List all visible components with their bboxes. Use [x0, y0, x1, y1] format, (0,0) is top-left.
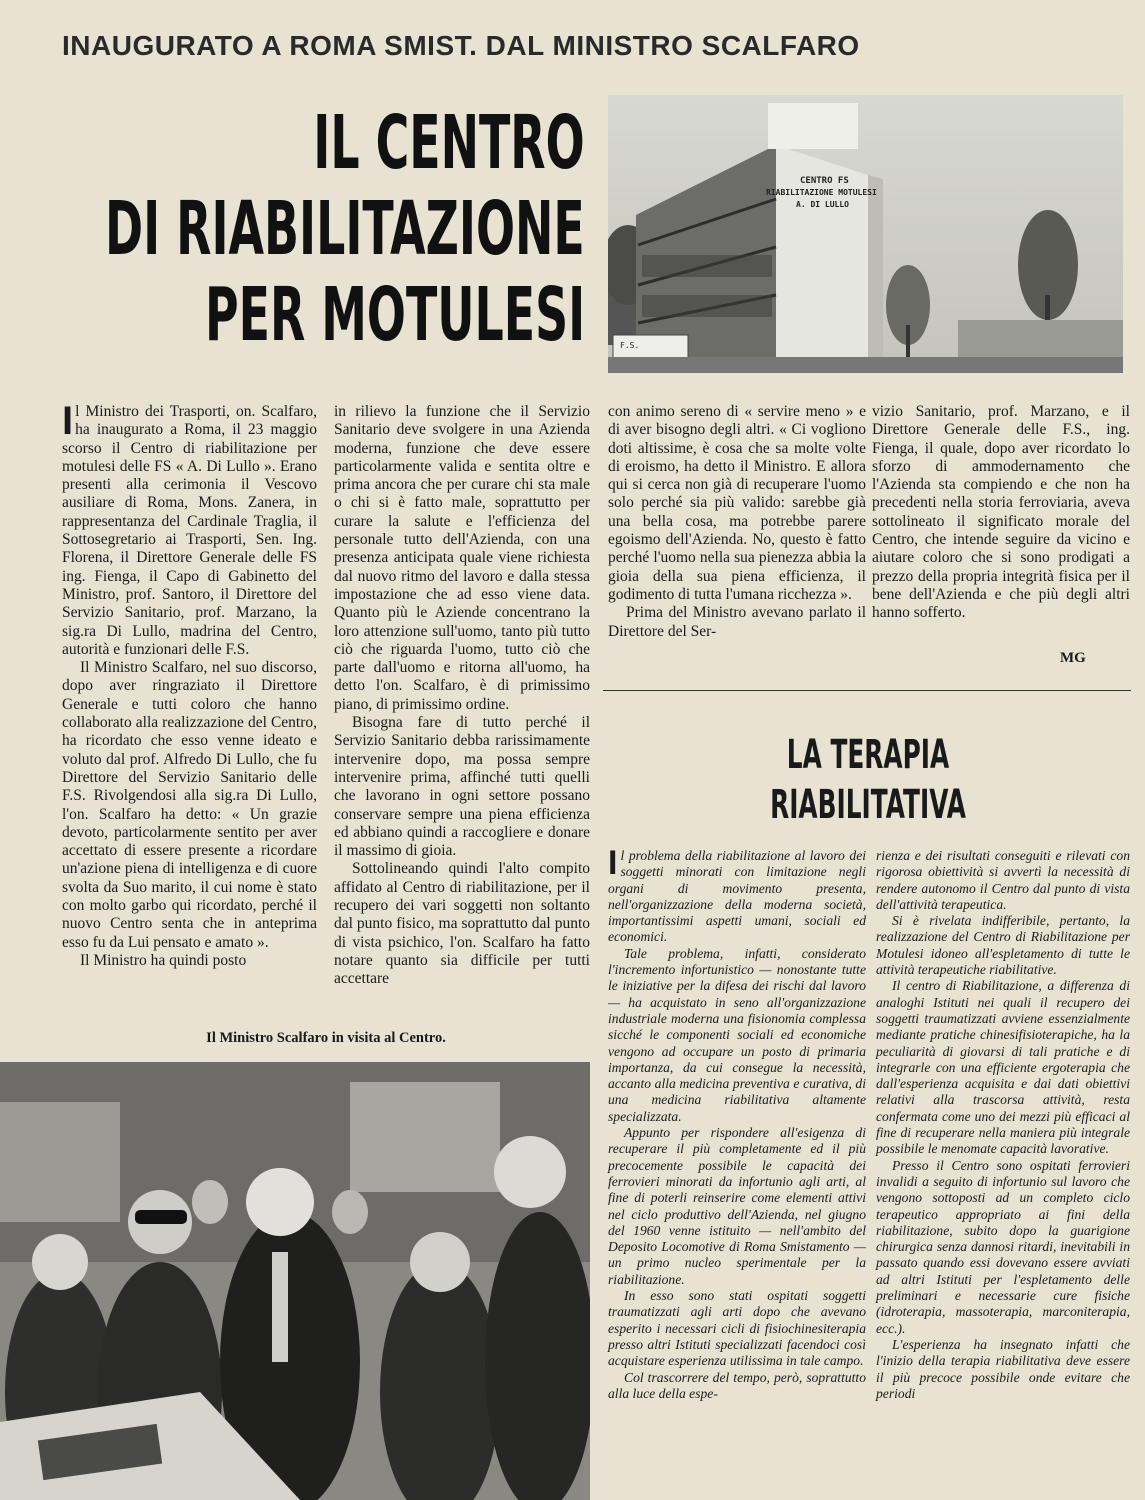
building-sign-line-3: A. DI LULLO — [796, 200, 849, 209]
article-column-2 — [334, 403, 590, 989]
article-column-4 — [872, 403, 1130, 623]
building-plaque: F.S. — [620, 341, 640, 350]
article-paragraph: in rilievo la funzione che il Servizio Sanitario deve svolgere in una Azienda moderna, funzione che deve essere particolarmente valida e sentita oltre e prima ancora che per curare chi sta male o chi si è fatto male, soprattutto per curare la salute e l'efficienza del personale tutto dell'Azienda, con una presenza anticipata quale viene richiesta dal nuovo ritmo del lavoro e dalla stessa impostazione che ad esso viene data. Quanto più le Aziende concentrano la loro attenzione sull'uomo, tanto più tutto ciò che riguarda l'uomo, tutto ciò che parte dall'uomo e ritorna all'uomo, ha detto l'on. Scalfaro, è di primissimo piano, di primissimo ordine. — [334, 403, 590, 713]
drop-cap: I — [608, 844, 618, 882]
article-paragraph: vizio Sanitario, prof. Marzano, e il Direttore Generale delle F.S., ing. Fienga, il quale, dopo aver ricordato lo sforzo di ammodernamento che l'Azienda sta compiendo e che non ha precedenti nella storia ferroviaria, aveva sottolineato il significato morale del Centro, che intende seguire da vicino e aiutare coloro che si sono prodigati a prezzo della propria integrità fisica per il bene dell'Azienda e che più degli altri hanno sofferto. — [872, 403, 1130, 622]
article-paragraph: l Ministro dei Trasporti, on. Scalfaro, ha inaugurato a Roma, il 23 maggio scorso il Centro di riabilitazione per motulesi delle FS « A. Di Lullo ». Erano presenti alla cerimonia il Vescovo ausiliare di Roma, Mons. Zanera, in rappresentanza del Cardinale Traglia, il Sottosegretario ai Trasporti, Sen. Ing. Florena, il Direttore Generale delle FS ing. Fienga, il Capo di Gabinetto del Ministro, prof. Santoro, il Direttore del Servizio Sanitario, prof. Marzano, la sig.ra Di Lullo, madrina del Centro, autorità e funzionari delle F.S. — [62, 403, 317, 658]
article-paragraph: Prima del Ministro avevano parlato il Direttore del Ser- — [608, 604, 866, 640]
sidebar-headline-line-2: RIABILITATIVA — [770, 782, 966, 828]
headline-line-2: DI RIABILITAZIONE — [105, 186, 585, 272]
building-sign-line-2: RIABILITAZIONE MOTULESI — [766, 188, 877, 197]
article-paragraph: Sottolineando quindi l'alto compito affidato al Centro di riabilitazione, per il recupero dei vari soggetti non soltanto dal punto fisico, ma soprattutto dal punto di vista psichico, l'on. Scalfaro ha fatto notare quanto sia difficile per tutti accettare — [334, 860, 590, 988]
article-paragraph: Bisogna fare di tutto perché il Servizio Sanitario debba rarissimamente intervenire dopo, ma possa sempre intervenire prima, affinché tutti quelli che lavorano in ogni settore possano conservare sempre una piena efficienza ed abbiano quindi a raccogliere e donare il massimo di gioia. — [334, 714, 590, 860]
article-paragraph: Il Ministro ha quindi posto — [80, 951, 247, 969]
minister-visit-illustration — [0, 1062, 590, 1500]
kicker-headline: INAUGURATO A ROMA SMIST. DAL MINISTRO SCALFARO — [62, 30, 860, 61]
sidebar-paragraph: Si è rivelata indifferibile, pertanto, la realizzazione del Centro di Riabilitazione per Motulesi idoneo all'espletamento di tutte le attività terapeutiche riabilitative. — [876, 913, 1130, 978]
article-paragraph: con animo sereno di « servire meno » e di aver bisogno degli altri. « Ci vogliono doti altissime, è cosa che sa molte volte di eroismo, ha detto il Ministro. E allora qui si cerca non già di recuperare l'uomo solo perché sia più valido: sarebbe già una bella cosa, ma potrebbe parere egoismo dell'Azienda. No, questo è fatto perché l'uomo nella sua pienezza abbia la gioia della sua piena efficienza, il godimento di tutta l'umana ricchezza ». — [608, 403, 866, 603]
sidebar-column-2 — [876, 848, 1130, 1402]
sidebar-headline-line-1: LA TERAPIA — [786, 732, 950, 778]
building-illustration — [608, 95, 1123, 373]
sidebar-paragraph: rienza e dei risultati conseguiti e rilevati con rigorosa obiettività si avvertì la necessità di rendere autonomo il Centro dal punto di vista dell'attività terapeutica. — [876, 848, 1130, 912]
drop-cap: I — [62, 399, 74, 443]
sidebar-paragraph: Col trascorrere del tempo, però, soprattutto alla luce della espe- — [608, 1369, 866, 1401]
section-divider — [603, 690, 1131, 691]
sidebar-paragraph: Il centro di Riabilitazione, a differenza di analoghi Istituti nei quali il recupero dei soggetti traumatizzati avviene essenzialmente mediante pratiche chinesifisioterapiche, ha la peculiarità di giovarsi di tali pratiche e di integrarle con una efficiente ergoterapia che dall'esperienza acquisita e dai dati obiettivi relativi alla trascorsa attività, resta confermata come uno dei mezzi più efficaci al fine di recuperare nella maniera più integrale possibile le menomate capacità lavorative. — [876, 978, 1130, 1157]
article-paragraph: Il Ministro Scalfaro, nel suo discorso, dopo aver ringraziato il Direttore Generale e tutti coloro che hanno collaborato alla realizzazione del Centro, ha ricordato che esso venne ideato e voluto dal prof. Alfredo Di Lullo, che fu Direttore del Servizio Sanitario delle F.S. Rivolgendosi alla sig.ra Di Lullo, l'on. Scalfaro ha detto: « Un grazie devoto, particolarmente sentito per aver accettato di essere presente a ricordare un'azione piena di intelligenza e di cuore svolta da Suo marito, il cui nome è stato con molto garbo qui ricordato, perché il nuovo Centro senta che in anteprima esso fu da Lui pensato e amato ». — [62, 659, 317, 951]
headline-line-1: IL CENTRO — [313, 100, 585, 186]
sidebar-column-1 — [608, 844, 866, 1402]
minister-visit-photo — [0, 1062, 590, 1500]
building-photo — [608, 95, 1123, 373]
author-signature: MG — [1060, 650, 1086, 666]
photo-caption: Il Ministro Scalfaro in visita al Centro. — [206, 1030, 446, 1046]
article-column-1 — [62, 399, 317, 970]
building-sign-line-1: CENTRO FS — [800, 176, 849, 186]
article-column-3 — [608, 403, 866, 641]
sidebar-paragraph: l problema della riabilitazione al lavoro dei soggetti minorati con limitazione negli organi di movimento presenta, nell'organizzazione della moderna società, importantissimi aspetti umani, sociali ed economici. — [608, 848, 866, 945]
sidebar-paragraph: Appunto per rispondere all'esigenza di recuperare il più completamente ed il più precocemente possibile le capacità dei ferrovieri minorati da infortunio agli arti, al fine di poterli reinserire come elementi attivi nel ciclo produttivo dell'Azienda, nel giugno del 1960 venne istituito — nell'ambito del Deposito Locomotive di Roma Smistamento — un primo nucleo sperimentale per la riabilitazione. — [608, 1125, 866, 1287]
headline-line-3: PER MOTULESI — [204, 272, 585, 358]
sidebar-paragraph: Tale problema, infatti, considerato l'incremento infortunistico — nonostante tutte le iniziative per la difesa dei rischi dal lavoro — ha acquistato in seno all'organizzazione industriale moderna una fisionomia complessa sicché le componenti sociali ed economiche vengono ad occupare un posto di primaria importanza, da cui consegue la necessità, accanto alla medicina preventiva e curativa, di una medicina riabilitativa altamente specializzata. — [608, 945, 866, 1124]
sidebar-paragraph: Presso il Centro sono ospitati ferrovieri invalidi a seguito di infortunio sul lavoro che vengono sottoposti ad un completo ciclo terapeutico appropriato ai fini della riabilitazione, subito dopo la guarigione chirurgica senza dannosi ritardi, inevitabili in passato quando essi dovevano essere avviati ad altri Istituti per l'espletamento delle preliminari e necessarie cure fisiche (idroterapia, massoterapia, marconiterapia, ecc.). — [876, 1157, 1130, 1336]
sidebar-paragraph: In esso sono stati ospitati soggetti traumatizzati agli arti dopo che avevano esperito i necessari cicli di fisiochinesiterapia presso altri Istituti specializzati facendoci così acquistare esperienza utilissima in tale campo. — [608, 1288, 866, 1369]
sidebar-paragraph: L'esperienza ha insegnato infatti che l'inizio della terapia riabilitativa deve essere il più precoce possibile onde evitare che periodi — [876, 1336, 1130, 1401]
